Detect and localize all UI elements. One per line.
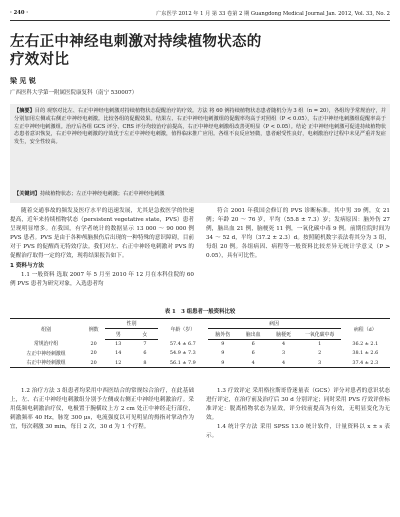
table-subheader: 女	[132, 329, 159, 339]
abstract-line: 目的 观察对比左、右正中神经电刺激对持续植物状态促醒治疗的疗效。方法 将 60 例持续植物	[34, 108, 251, 114]
table-cell: 13	[115, 341, 122, 348]
table-caption: 表 1 3 组患者一般资料比较	[164, 309, 236, 315]
table-cell: 4	[238, 358, 268, 368]
table-cell: 6	[251, 350, 255, 357]
body-column-right-bottom	[206, 387, 390, 442]
table-subheader: 一氧化碳中毒	[299, 329, 341, 339]
intro-paragraph: 随着交通事故的频发及医疗水平的迅速发展，尤其是急救医学的快速提高，近年来持续植物状态（persistent vegetative state，PVS）患者呈现明显增多。在我国，有学者统计的数据显示 13 000 ～ 90 000 例 PVS 患者。PVS 是由于各种颅脑损伤后出现的一种特殊的意识障碍，目前对于 PVS 的促醒尚无特效疗法。我们对左、右正中神经电刺激对 PVS 的促醒治疗取得一定的疗效，现将结果报告如下。	[10, 208, 194, 260]
data-table	[10, 318, 390, 368]
page-number: · 240 ·	[10, 10, 29, 16]
abstract-line: 左、右正中神经电刺激组的促醒率均高于对照组（P < 0.05），右正中神经电刺激组促醒率高于左正中神经电刺激组。	[14, 115, 386, 130]
table-row	[10, 349, 390, 358]
table-header: 组别	[10, 319, 82, 340]
table-cell: 57.4 ± 6.7	[169, 340, 196, 347]
table-cell: 左正中神经刺激组	[26, 350, 66, 357]
table-cell: 9	[208, 358, 238, 368]
table-cell: 6	[251, 341, 255, 348]
table-cell: 54.9 ± 7.3	[169, 350, 196, 357]
section-heading: 1 资料与方法	[10, 262, 44, 269]
abstract-line: 状态患者随机分为 3 组（n = 20），各组均予常规治疗，并分别加用左侧或右侧正中神经电刺激。比较各组的促醒效果。结果	[14, 108, 386, 122]
body-column-left-bottom	[10, 387, 194, 432]
keywords-text: 持续植物状态；左正中神经电刺激；右正中神经电刺激	[39, 191, 165, 197]
table-cell: 20	[82, 358, 105, 368]
table-cell: 12	[105, 358, 132, 368]
table-cell: 36.2 ± 2.1	[352, 340, 379, 347]
table-cell: 8	[132, 358, 159, 368]
table-cell: 20	[90, 350, 97, 357]
abstract-box	[10, 104, 390, 203]
table-cell: 38.1 ± 2.6	[352, 350, 379, 357]
table-cell: 6	[143, 350, 147, 357]
table-subheader: 男	[105, 329, 132, 339]
table-header: 病程（d）	[341, 319, 390, 340]
table-header: 病因	[208, 319, 341, 329]
author: 梁 见 锐	[10, 76, 36, 85]
abstract	[14, 108, 386, 147]
body-paragraph: 1.2 治疗方法 3 组患者均采用中西医结合的常规综合治疗，在此基础上，左、右正中神经电刺激组分别予左侧或右侧正中神经电刺激治疗。采用低频电刺激治疗仪，电极置于腕横纹上方 2 cm 处正中神经走行部位，刺激频率 40 Hz，脉宽 300 μs，电流强度以可见明显的拇指对掌动作为宜，每次刺激 30 min，每日 2 次，30 d 为 1 个疗程。	[10, 388, 194, 431]
table-header: 性别	[105, 319, 158, 329]
abstract-line: 可促进持续植物状态患者意识恢复，右正中神经电刺激的疗效优于左正中神经电刺激，值得临床推广应用。	[14, 123, 386, 138]
table-cell: 9	[221, 341, 225, 348]
table-header: 年龄（岁）	[158, 319, 207, 340]
body-paragraph: 符合 2001 年我国会修订的 PVS 诊断标准。其中男 39 例，女 21 例；年龄 20 ～ 76 岁，平均（55.8 ± 7.3）岁；发病原因：脑外伤 27 例，脑出血 21 例，脑梗死 11 例，一氧化碳中毒 9 例。前期住院时间为 34 ～ 52 d，平均（37.2 ± 2.3）d。按照随机数字表法将其分为 3 组，每组 20 例。各组病因、病程等一般资料比较差异无统计学意义（P > 0.05），具有可比性。	[206, 208, 390, 260]
abstract-line: 治疗后各组 GCS 评分、CRS 评分均较治疗前提高，右正中神经电刺激组改善更明显（P < 0.05）。结论 正中神经电刺激	[65, 123, 345, 130]
keywords-label: 【关键词】	[14, 191, 40, 197]
table-cell: 4	[268, 358, 298, 368]
abstract-line: 各组不良反应轻微，患者耐受性良好，电刺激治疗过程中未见严重并发症发生，安全性较高。	[14, 131, 386, 146]
table-cell: 20	[90, 340, 97, 347]
table-cell: 37.4 ± 2.3	[341, 358, 390, 368]
table-cell: 2	[318, 350, 322, 357]
title-line: 疗效对比	[10, 51, 70, 68]
keywords	[14, 190, 386, 197]
table-subheader: 脑梗死	[268, 329, 298, 339]
table-cell: 1	[318, 341, 322, 348]
body-paragraph: 1.4 统计学方法 采用 SPSS 13.0 统计软件，计量资料以 x ± s 表示。	[206, 424, 390, 440]
affiliation: 广西医科大学第一附属医院康复科（南宁 530007）	[10, 90, 138, 96]
table-cell: 7	[143, 341, 147, 348]
body-paragraph: 1.1 一般资料 选取 2007 年 5 月至 2010 年 12 月在本科住院的 60 例 PVS 患者为研究对象，入选患者均	[10, 271, 194, 287]
article-title	[10, 33, 380, 69]
table-cell: 3	[281, 350, 286, 357]
table-row	[10, 339, 390, 348]
data-table-block	[10, 307, 390, 382]
table-cell: 56.1 ± 7.9	[158, 358, 207, 368]
table-cell: 3	[299, 358, 341, 368]
table-cell: 右正中神经刺激组	[10, 358, 82, 368]
table-cell: 4	[281, 341, 286, 348]
running-header	[10, 8, 390, 21]
table-cell: 常规治疗组	[33, 341, 59, 348]
table-row	[10, 358, 390, 368]
body-paragraph: 1.3 疗效评定 采用格拉斯哥昏迷量表（GCS）评分对患者的意识状态进行评定，在治疗前及治疗后 30 d 分别评定；同时采用 PVS 疗效评价标准评定：脱离植物状态为显效，评分较前提高为有效，无明显变化为无效。	[206, 388, 390, 422]
table-header: 例数	[82, 319, 105, 340]
journal-info: 广东医学 2012 年 1 月 第 33 卷第 2 期 Guangdong Medical Journal Jan. 2012, Vol. 33, No. 2	[156, 11, 390, 17]
table-subheader: 脑外伤	[208, 329, 238, 339]
table-cell: 14	[115, 350, 122, 357]
table-cell: 9	[221, 350, 225, 357]
body-column-left-top	[10, 207, 194, 289]
title-line: 左右正中神经电刺激对持续植物状态的	[10, 33, 262, 50]
abstract-label: 【摘要】	[14, 108, 35, 114]
body-column-right-top	[206, 207, 390, 262]
table-subheader: 脑出血	[238, 329, 268, 339]
